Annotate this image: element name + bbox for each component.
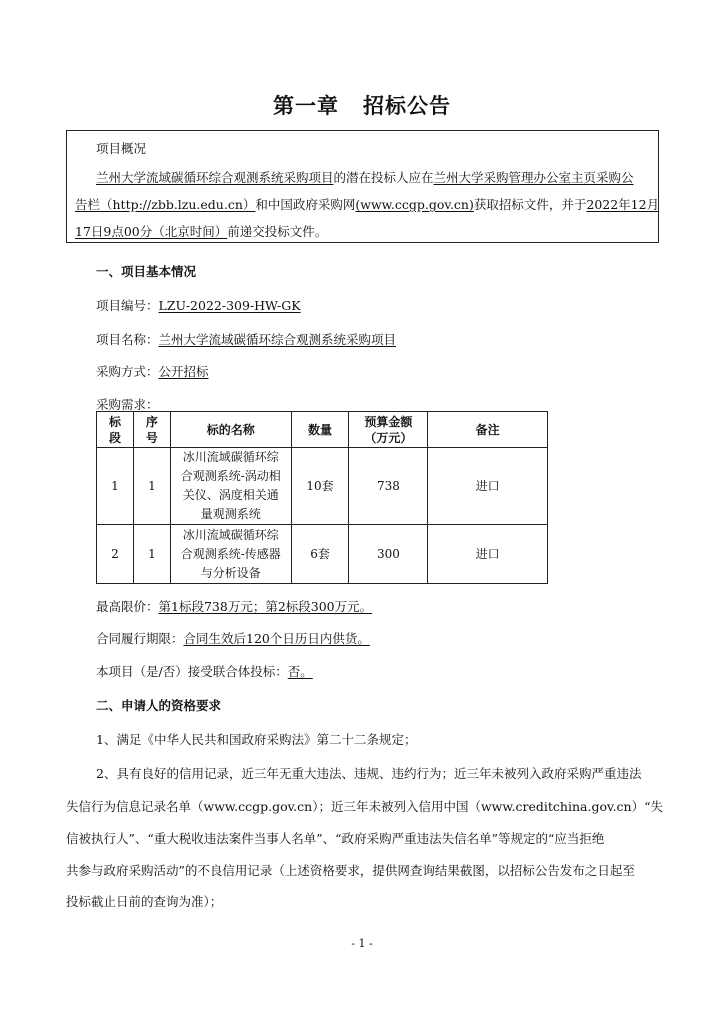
- overview-line-2: 告栏（http://zbb.lzu.edu.cn）和中国政府采购网(www.ccgp.gov.cn)获取招标文件，并于2022年12月: [75, 197, 660, 212]
- cell-seq: 1: [133, 448, 170, 525]
- requirement-2-line-3: 信被执行人”、“重大税收违法案件当事人名单”、“政府采购严重违法失信名单”等规定的“应当拒绝: [66, 831, 605, 846]
- col-header-qty: 数量: [291, 412, 349, 448]
- cell-note: 进口: [428, 525, 548, 584]
- procurement-office-link: 兰州大学采购管理办公室主页采购公: [433, 170, 634, 185]
- requirement-2-line-2: 失信行为信息记录名单（www.ccgp.gov.cn）；近三年未被列入信用中国（www.creditchina.gov.cn）“失: [66, 799, 663, 814]
- project-name: 项目名称：兰州大学流域碳循环综合观测系统采购项目: [96, 332, 397, 347]
- cell-name: 冰川流域碳循环综合观测系统-涡动相关仪、涡度相关通量观测系统: [170, 448, 291, 525]
- procurement-needs-label: 采购需求：: [96, 397, 159, 412]
- table-header-row: [97, 412, 548, 448]
- chapter-name: 招标公告: [363, 94, 451, 118]
- col-header-note: 备注: [428, 412, 548, 448]
- section2-heading: 二、申请人的资格要求: [96, 698, 222, 713]
- col-header-budget: 预算金额（万元）: [349, 412, 428, 448]
- project-name-link: 兰州大学流域碳循环综合观测系统采购项目: [96, 170, 334, 185]
- deadline-date: 2022年12月: [586, 197, 660, 212]
- max-price: 最高限价：第1标段738万元；第2标段300万元。: [96, 599, 373, 614]
- ccgp-url-link[interactable]: (www.ccgp.gov.cn): [355, 197, 474, 212]
- chapter-number: 第一章: [273, 94, 339, 118]
- overview-line-1: 兰州大学流域碳循环综合观测系统采购项目的潜在投标人应在兰州大学采购管理办公室主页采购公: [96, 170, 634, 185]
- col-header-name: 标的名称: [170, 412, 291, 448]
- page-number: - 1 -: [351, 937, 373, 950]
- col-header-seq: 序号: [133, 412, 170, 448]
- procurement-table: [96, 411, 548, 584]
- table-row: [97, 448, 548, 525]
- overview-line-3: 17日9点00分（北京时间）前递交投标文件。: [75, 224, 328, 239]
- cell-budget: 738: [349, 448, 428, 525]
- contract-period: 合同履行期限：合同生效后120个日历日内供货。: [96, 631, 370, 646]
- project-number: 项目编号：LZU-2022-309-HW-GK: [96, 298, 301, 313]
- requirement-2-line-4: 共参与政府采购活动”的不良信用记录（上述资格要求，提供网查询结果截图，以招标公告发布之日起至: [66, 863, 635, 878]
- requirement-2-line-5: 投标截止日前的查询为准）；: [66, 894, 223, 909]
- cell-budget: 300: [349, 525, 428, 584]
- cell-lot: 2: [97, 525, 134, 584]
- table-row: [97, 525, 548, 584]
- overview-box: [66, 130, 659, 243]
- cell-qty: 10套: [291, 448, 349, 525]
- overview-heading: 项目概况: [96, 141, 147, 156]
- page-title: [0, 90, 724, 120]
- requirement-2-line-1: 2、具有良好的信用记录，近三年无重大违法、违规、违约行为；近三年未被列入政府采购严重违法: [96, 766, 642, 781]
- cell-lot: 1: [97, 448, 134, 525]
- col-header-lot: 标段: [97, 412, 134, 448]
- deadline-time: 17日9点00分（北京时间）: [75, 224, 228, 239]
- section1-heading: 一、项目基本情况: [96, 264, 197, 279]
- procurement-method: 采购方式：公开招标: [96, 364, 209, 379]
- cell-seq: 1: [133, 525, 170, 584]
- requirement-1: 1、满足《中华人民共和国政府采购法》第二十二条规定；: [96, 732, 417, 747]
- zbb-url-link[interactable]: 告栏（http://zbb.lzu.edu.cn）: [75, 197, 256, 212]
- cell-name: 冰川流域碳循环综合观测系统-传感器与分析设备: [170, 525, 291, 584]
- cell-note: 进口: [428, 448, 548, 525]
- cell-qty: 6套: [291, 525, 349, 584]
- consortium-bidding: 本项目（是/否）接受联合体投标：否。: [96, 664, 313, 679]
